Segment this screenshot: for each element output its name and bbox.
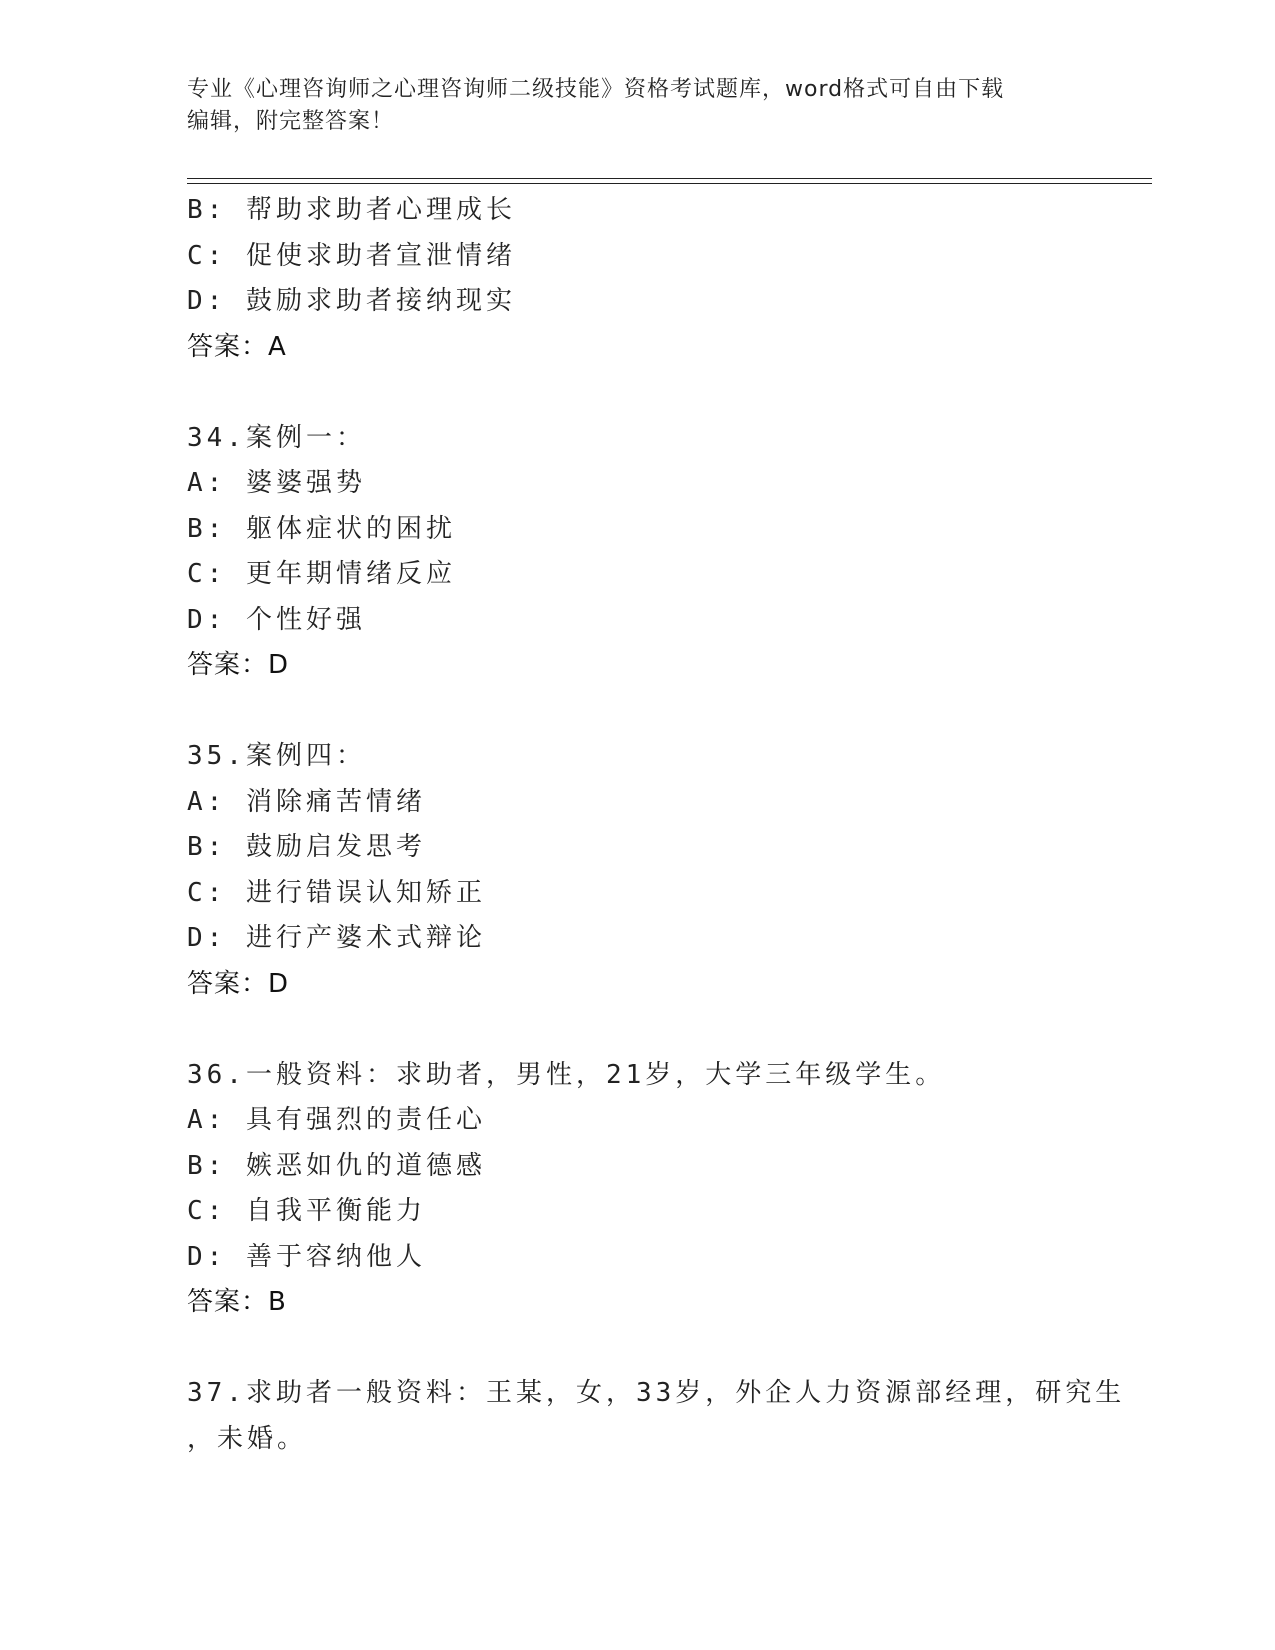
option-b: B: 躯体症状的困扰 xyxy=(187,513,456,544)
option-c: C: 促使求助者宣泄情绪 xyxy=(187,240,516,271)
question-36 xyxy=(187,1053,1152,1326)
answer-line: 答案：D xyxy=(187,650,290,680)
option-c: C: 进行错误认知矫正 xyxy=(187,877,486,908)
spacer xyxy=(187,1326,1152,1372)
header-divider-bottom xyxy=(187,183,1152,184)
question-stem: 35.案例四： xyxy=(187,741,366,771)
question-content xyxy=(187,188,1152,1462)
option-b: B: 帮助求助者心理成长 xyxy=(187,195,516,225)
question-stem-line-1: 37.求助者一般资料：王某，女，33岁，外企人力资源部经理，研究生 xyxy=(187,1378,1126,1408)
question-37 xyxy=(187,1371,1152,1462)
answer-line: 答案：B xyxy=(187,1287,287,1317)
prev-question-block xyxy=(187,188,1152,370)
answer-line: 答案：D xyxy=(187,968,290,999)
option-c: C: 自我平衡能力 xyxy=(187,1196,426,1226)
option-d: D: 进行产婆术式辩论 xyxy=(187,923,486,953)
answer-line: 答案：A xyxy=(187,331,287,362)
spacer xyxy=(187,689,1152,735)
header-divider-top xyxy=(187,178,1152,179)
option-d: D: 鼓励求助者接纳现实 xyxy=(187,286,516,316)
option-b: B: 鼓励启发思考 xyxy=(187,832,426,862)
spacer xyxy=(187,1007,1152,1053)
option-a: A: 婆婆强势 xyxy=(187,468,366,498)
option-b: B: 嫉恶如仇的道德感 xyxy=(187,1150,486,1181)
option-c: C: 更年期情绪反应 xyxy=(187,559,456,589)
option-a: A: 消除痛苦情绪 xyxy=(187,786,426,817)
question-35 xyxy=(187,734,1152,1007)
option-d: D: 善于容纳他人 xyxy=(187,1241,426,1272)
question-stem-line-2: ，未婚。 xyxy=(187,1423,308,1454)
document-header xyxy=(187,74,1087,138)
header-line-1: 专业《心理咨询师之心理咨询师二级技能》资格考试题库，word格式可自由下载 xyxy=(187,77,1005,102)
question-stem: 34.案例一： xyxy=(187,422,366,453)
spacer xyxy=(187,370,1152,416)
option-a: A: 具有强烈的责任心 xyxy=(187,1105,486,1135)
header-line-2: 编辑，附完整答案！ xyxy=(187,109,395,134)
option-d: D: 个性好强 xyxy=(187,604,366,635)
question-34 xyxy=(187,416,1152,689)
question-stem: 36.一般资料：求助者，男性，21岁，大学三年级学生。 xyxy=(187,1059,946,1090)
